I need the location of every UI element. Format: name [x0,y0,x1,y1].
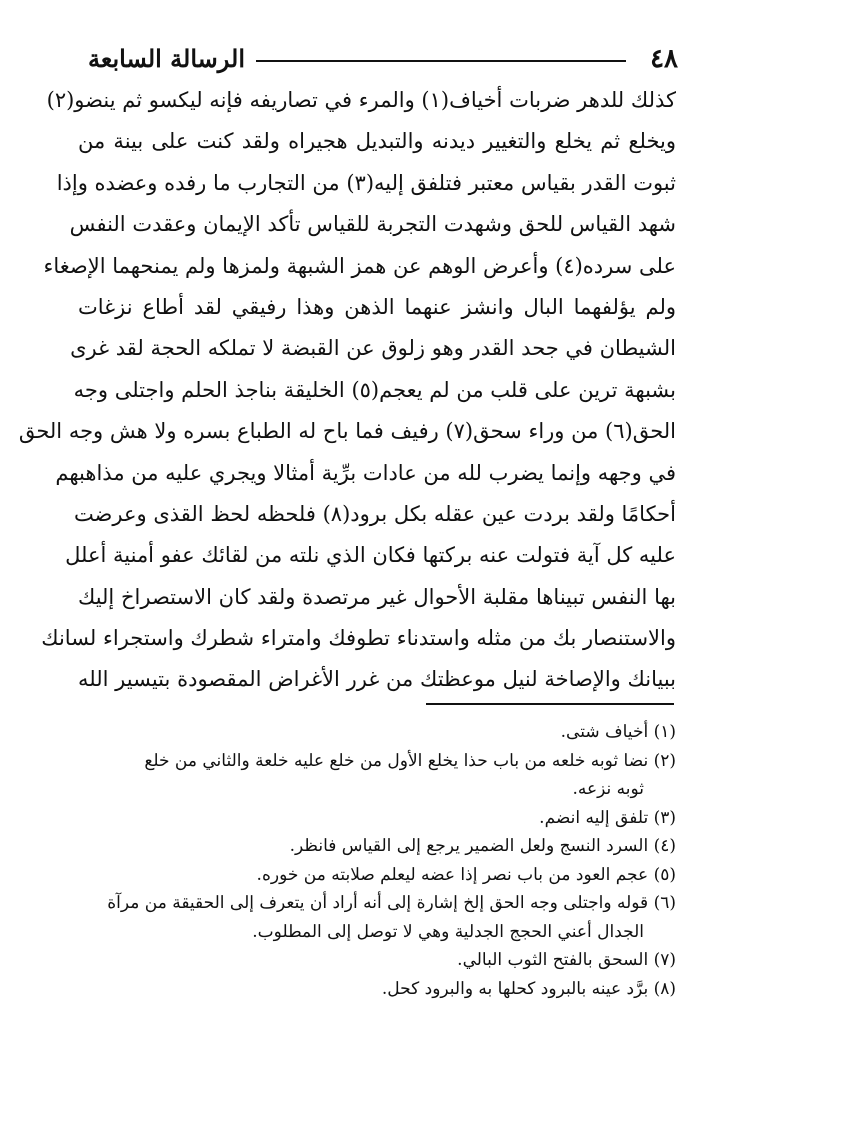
footnote-text: (٧) السحق بالفتح الثوب البالي. [457,950,676,970]
body-text [18,80,676,701]
footnote-1 [78,718,676,747]
body-line: ببيانك والإصاخة لنيل موعظتك من غرر الأغراض المقصودة بتيسير الله [78,667,676,692]
body-line: على سرده(٤) وأعرض الوهم عن همز الشبهة ولمزها ولم يمنحهما الإصغاء [43,253,676,278]
running-title: الرسالة السابعة [88,44,246,73]
page-number: ٤٨ [650,44,678,74]
footnote-text: (٣) تلفق إليه انضم. [539,807,676,828]
footnote-text: (٥) عجم العود من باب نصر إذا عضه ليعلم صلابته من خوره. [256,864,676,885]
page-header [88,38,678,78]
footnote-6 [78,889,676,946]
body-line: عليه كل آية فتولت عنه بركتها فكان الذي نلته من لقائك عفو أمنية أعلل [65,543,676,568]
body-line: والاستنصار بك من مثله واستدناء تطوفك وامتراء شطرك واستجراء لسانك [41,626,676,651]
footnote-separator [426,703,674,705]
footnote-text: (٢) نضا ثوبه خلعه من باب حذا يخلع الأول من خلع عليه خلعة والثاني من خلع [144,750,676,771]
footnote-text-continued: ثوبه نزعه. [572,779,644,799]
header-rule [256,60,626,62]
footnote-3 [78,804,676,833]
body-line: الشيطان في جحد القدر وهو زلوق عن القبضة لا تملكه الحجة لقد غرى [70,336,676,361]
body-line: بها النفس تبيناها مقلبة الأحوال غير مرتصدة ولقد كان الاستصراخ إليك [78,584,676,609]
footnote-text: (٤) السرد النسج ولعل الضمير يرجع إلى القياس فانظر. [289,836,676,856]
body-line: أحكامًا ولقد بردت عين عقله بكل برود(٨) فلحظه لحظ القذى وعرضت [73,501,676,526]
body-line: كذلك للدهر ضربات أخياف(١) والمرء في تصاريفه فإنه ليكسو ثم ينضو(٢) [46,88,676,112]
footnote-8 [78,975,676,1004]
footnote-5 [78,861,676,890]
footnote-2 [78,747,676,804]
footnote-text: (٨) برَّد عينه بالبرود كحلها به والبرود كحل. [381,978,676,999]
footnote-4 [78,832,676,861]
body-line: ولم يؤلفهما البال وانشز عنهما الذهن وهذا رفيقي لقد أطاع نزغات [78,294,676,319]
footnote-text: (٦) قوله واجتلى وجه الحق إلخ إشارة إلى أنه أراد أن يتعرف إلى الحقيقة من مرآة [107,893,676,913]
body-line: شهد القياس للحق وشهدت التجربة للقياس تأكد الإيمان وعقدت النفس [69,212,676,237]
body-line: بشبهة ترين على قلب من لم يعجم(٥) الخليقة بناجذ الحلم واجتلى وجه [73,377,676,402]
footnote-text-continued: الجدال أعني الحجج الجدلية وهي لا توصل إلى المطلوب. [252,921,644,942]
footnotes [78,718,676,1003]
body-line: في وجهه وإنما يضرب لله من عادات برِّية أمثالا ويجري عليه من مذاهبهم [55,460,676,485]
body-line: ويخلع ثم يخلع والتغيير ديدنه والتبديل هجيراه ولقد كنت على بينة من [78,129,676,154]
body-line: الحق(٦) من وراء سحق(٧) رفيف فما باح له الطباع بسره ولا هش وجه الحق [18,419,676,444]
footnote-7 [78,946,676,975]
footnote-text: (١) أخياف شتى. [560,722,676,742]
body-line: ثبوت القدر بقياس معتبر فتلفق إليه(٣) من التجارب ما رفده وعضده وإذا [56,170,676,195]
